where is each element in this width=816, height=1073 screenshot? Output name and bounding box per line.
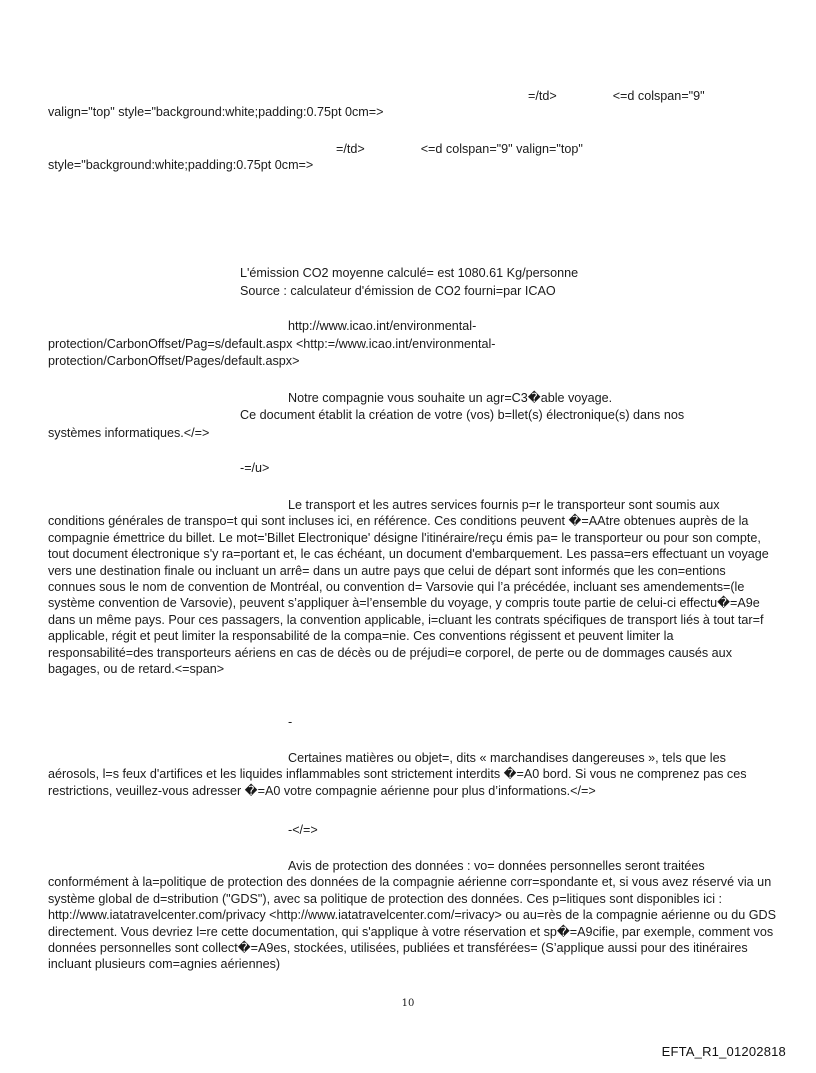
co2-emission-line: L'émission CO2 moyenne calculé= est 1080.61 Kg/personne bbox=[240, 266, 579, 280]
html-fragment-line: =/td> <=d colspan="9" bbox=[528, 89, 705, 103]
icao-url-line: protection/CarbonOffset/Pages/default.aspx> bbox=[48, 354, 300, 368]
ticket-info-line: systèmes informatiques.</=> bbox=[48, 426, 210, 440]
document-id: EFTA_R1_01202818 bbox=[661, 1044, 786, 1059]
html-fragment-line: =/td> <=d colspan="9" valign="top" bbox=[336, 142, 583, 156]
icao-url-line: http://www.icao.int/environmental- bbox=[288, 319, 477, 333]
markup-marker: -=/u> bbox=[240, 461, 270, 475]
co2-source-line: Source : calculateur d'émission de CO2 fourni=par ICAO bbox=[240, 284, 556, 298]
ticket-info-line: Ce document établit la création de votre (vos) b=llet(s) électronique(s) dans nos bbox=[240, 408, 685, 422]
page-number: 10 bbox=[401, 998, 415, 1009]
greeting-line: Notre compagnie vous souhaite un agr=C3�able voyage. bbox=[288, 391, 613, 405]
privacy-notice-paragraph: Avis de protection des données : vo= données personnelles seront traitées conformément à la=politique de protection des données de la compagnie aérienne corr=spondante et, si vous avez réservé via un système global de d=stribution ("GDS"), avec sa politique de protection des données. Ces p=litiques sont disponibles ici : http://www.iatatravelcenter.com/privacy <http://www.iatatravelcenter.com/=rivacy> ou au=rès de la compagnie aérienne ou du GDS directement. Vous devriez l=re cette documentation, qui s'applique à votre réservation et sp�=A9cifie, par exemple, comment vos données personnelles sont collect�=A9es, stockées, utilisées, publiées et transférées= (S’applique aussi pour des itinéraires incluant plusieurs com=agnies aériennes) bbox=[48, 859, 777, 972]
html-fragment-line: style="background:white;padding:0.75pt 0cm=> bbox=[48, 158, 314, 172]
markup-marker: -</=> bbox=[288, 823, 318, 837]
transport-conditions-paragraph: Le transport et les autres services fournis p=r le transporteur sont soumis aux conditions générales de transpo=t qui sont incluses ici, en référence. Ces conditions peuvent �=AAtre obtenues auprès de la compagnie émettrice du billet. Le mot='Billet Electronique' désigne l'itinéraire/reçu émis pa= le transporteur ou pour son compte, tout document électronique s'y ra=portant et, le cas échéant, un document d'embarquement. Les passa=ers effectuant un voyage vers une destination finale ou incluant un arrê= dans un autre pays que celui de départ sont informés que les con=entions connues sous le nom de convention de Montréal, ou convention d= Varsovie qui l’a précédée, incluant ses amendements=(le système convention de Varsovie), peuvent s’appliquer à=l’ensemble du voyage, y compris toute partie de celui-ci effectu�=A9e dans un même pays. Pour ces passagers, la convention applicable, i=cluant les contrats spécifiques de transport liés à tout tar=f applicable, régit et peut limiter la responsabilité de la compa=nie. Ces conventions régissent et peuvent limiter la responsabilité=des transporteurs aériens en cas de décès ou de préjudi=e corporel, de perte ou de dommages causés aux bagages, ou de retard.<=span> bbox=[48, 498, 769, 677]
html-fragment-line: valign="top" style="background:white;padding:0.75pt 0cm=> bbox=[48, 105, 384, 119]
icao-url-line: protection/CarbonOffset/Pag=s/default.aspx <http:=/www.icao.int/environmental- bbox=[48, 337, 496, 351]
dash-marker: - bbox=[288, 715, 293, 729]
dangerous-goods-paragraph: Certaines matières ou objet=, dits « marchandises dangereuses », tels que les aérosols, l=s feux d'artifices et les liquides inflammables sont strictement interdits �=A0 bord. Si vous ne comprenez pas ces restrictions, veuillez-vous adresser �=A0 votre compagnie aérienne pour plus d’informations.</=> bbox=[48, 751, 747, 798]
